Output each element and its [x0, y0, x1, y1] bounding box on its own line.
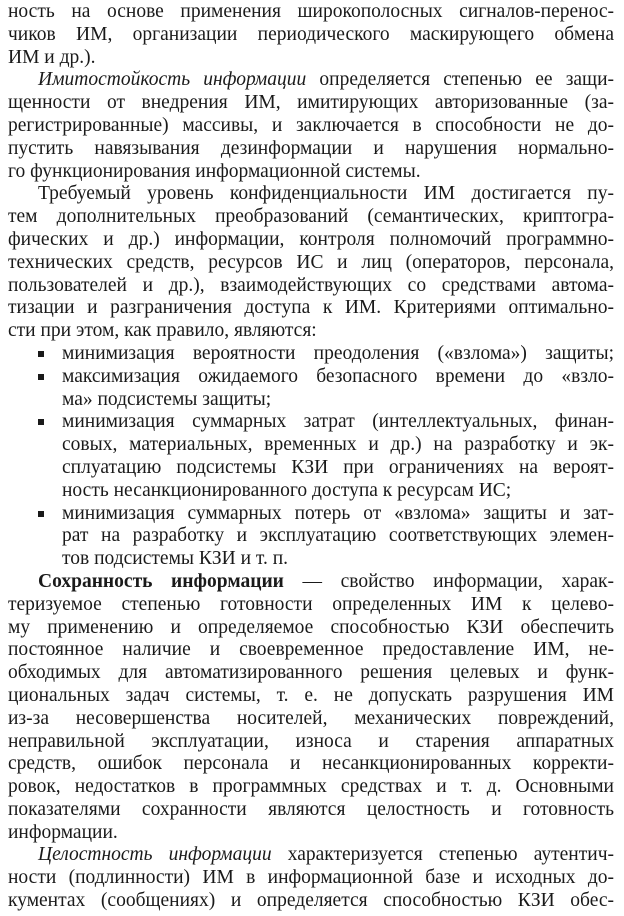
line-text: информации. — [8, 821, 118, 843]
list-item-line — [8, 480, 614, 503]
line-text: Требуемый уровень конфиденциальности ИМ достигается пу- — [38, 183, 614, 205]
line-text: ИМ и др.). — [8, 46, 96, 68]
line-text: циональных задач системы, т. е. не допускать разрушения ИМ — [8, 684, 614, 706]
line-text: технических средств, ресурсов ИС и лиц (операторов, персонала, — [8, 251, 614, 273]
bullet-icon — [38, 351, 44, 357]
text-line — [8, 183, 614, 206]
text-line — [8, 275, 614, 298]
text-line — [8, 1, 614, 24]
list-item-line — [8, 411, 614, 434]
line-text: неправильной эксплуатации, износа и старения аппаратных — [8, 730, 614, 752]
line-text: ность на основе применения широкополосных сигналов-перенос- — [8, 1, 614, 22]
text-line — [8, 320, 614, 343]
line-text: показателями сохранности являются целостность и готовность — [8, 798, 614, 820]
italic-term: Целостность информации — [38, 844, 272, 866]
text-line — [8, 776, 614, 799]
text-line — [8, 138, 614, 161]
text-line — [8, 890, 614, 913]
text-line — [8, 685, 614, 708]
text-line — [8, 206, 614, 229]
document-page — [8, 1, 614, 913]
list-item-line — [8, 525, 614, 548]
italic-term: Имитостойкость информации — [38, 69, 307, 91]
list-item-line — [8, 548, 614, 571]
line-text: характеризуется степенью аутентич- — [271, 844, 614, 866]
line-text: минимизация вероятности преодоления («взлома») защиты; — [62, 342, 614, 364]
list-item-line — [8, 457, 614, 480]
text-line — [8, 662, 614, 685]
text-line — [8, 115, 614, 138]
line-text: сплуатацию подсистемы КЗИ при ограничениях на вероят- — [62, 456, 614, 478]
line-text: пустить навязывания дезинформации и нарушения нормально- — [8, 137, 614, 159]
line-text: минимизация суммарных затрат (интеллектуальных, финан- — [62, 411, 614, 433]
list-item-line — [8, 343, 614, 366]
line-text: регистрированные) массивы, и заключается в способности не до- — [8, 114, 614, 136]
line-text: го функционирования информационной системы. — [8, 160, 421, 182]
line-text: обходимых для автоматизированного решения целевых и функ- — [8, 662, 614, 684]
text-line — [8, 731, 614, 754]
line-text: кументах (сообщениях) и определяется способностью КЗИ обес- — [8, 890, 614, 912]
line-text: теризуемое степенью готовности определенных ИМ к целево- — [8, 593, 614, 615]
line-text: тизации и разграничения доступа к ИМ. Критериями оптимально- — [8, 297, 614, 319]
list-item-line — [8, 389, 614, 412]
text-line — [8, 799, 614, 822]
line-text: ровок, недостатков в программных средствах и т. д. Основными — [8, 776, 614, 798]
list-item-line — [8, 366, 614, 389]
line-text: тем дополнительных преобразований (семантических, криптогра- — [8, 206, 614, 228]
line-text: — свойство информации, харак- — [283, 570, 614, 592]
text-line — [8, 92, 614, 115]
bullet-icon — [38, 511, 44, 517]
text-line — [8, 229, 614, 252]
line-text: определяется степенью ее защи- — [306, 69, 614, 91]
bullet-icon — [38, 419, 44, 425]
line-text: максимизация ожидаемого безопасного времени до «взло- — [62, 365, 614, 387]
list-item-line — [8, 434, 614, 457]
text-line — [8, 24, 614, 47]
line-text: рат на разработку и эксплуатацию соответствующих элемен- — [62, 525, 614, 547]
text-line — [8, 844, 614, 867]
text-line — [8, 69, 614, 92]
line-text: ность несанкционированного доступа к ресурсам ИС; — [62, 479, 512, 501]
line-text: пользователей и др.), взаимодействующих со средствами автома- — [8, 274, 614, 296]
text-line — [8, 252, 614, 275]
list-item-line — [8, 503, 614, 526]
text-line — [8, 571, 614, 594]
line-text: тов подсистемы КЗИ и т. п. — [62, 548, 289, 570]
text-line — [8, 617, 614, 640]
text-line — [8, 297, 614, 320]
text-line — [8, 867, 614, 890]
line-text: фических и др.) информации, контроля полномочий программно- — [8, 228, 614, 250]
line-text: из-за несовершенства носителей, механических повреждений, — [8, 707, 614, 729]
text-line — [8, 47, 614, 70]
text-line — [8, 708, 614, 731]
line-text: ности (подлинности) ИМ в информационной базе и исходных до- — [8, 867, 614, 889]
text-line — [8, 639, 614, 662]
line-text: средств, ошибок персонала и несанкционированных корректи- — [8, 753, 614, 775]
line-text: щенности от внедрения ИМ, имитирующих авторизованные (за- — [8, 92, 614, 114]
line-text: минимизация суммарных потерь от «взлома» защиты и зат- — [62, 502, 614, 524]
line-text: му применению и определяемое способностью КЗИ обеспечить — [8, 616, 614, 638]
line-text: чиков ИМ, организации периодического маскирующего обмена — [8, 23, 614, 45]
text-line — [8, 822, 614, 845]
line-text: постоянное наличие и своевременное предоставление ИМ, не- — [8, 639, 614, 661]
text-line — [8, 753, 614, 776]
text-line — [8, 594, 614, 617]
text-line — [8, 161, 614, 184]
bullet-icon — [38, 374, 44, 380]
line-text: ма» подсистемы защиты; — [62, 388, 272, 410]
line-text: совых, материальных, временных и др.) на разработку и эк- — [62, 434, 614, 456]
line-text: сти при этом, как правило, являются: — [8, 320, 317, 342]
bold-term: Сохранность информации — [38, 570, 284, 592]
